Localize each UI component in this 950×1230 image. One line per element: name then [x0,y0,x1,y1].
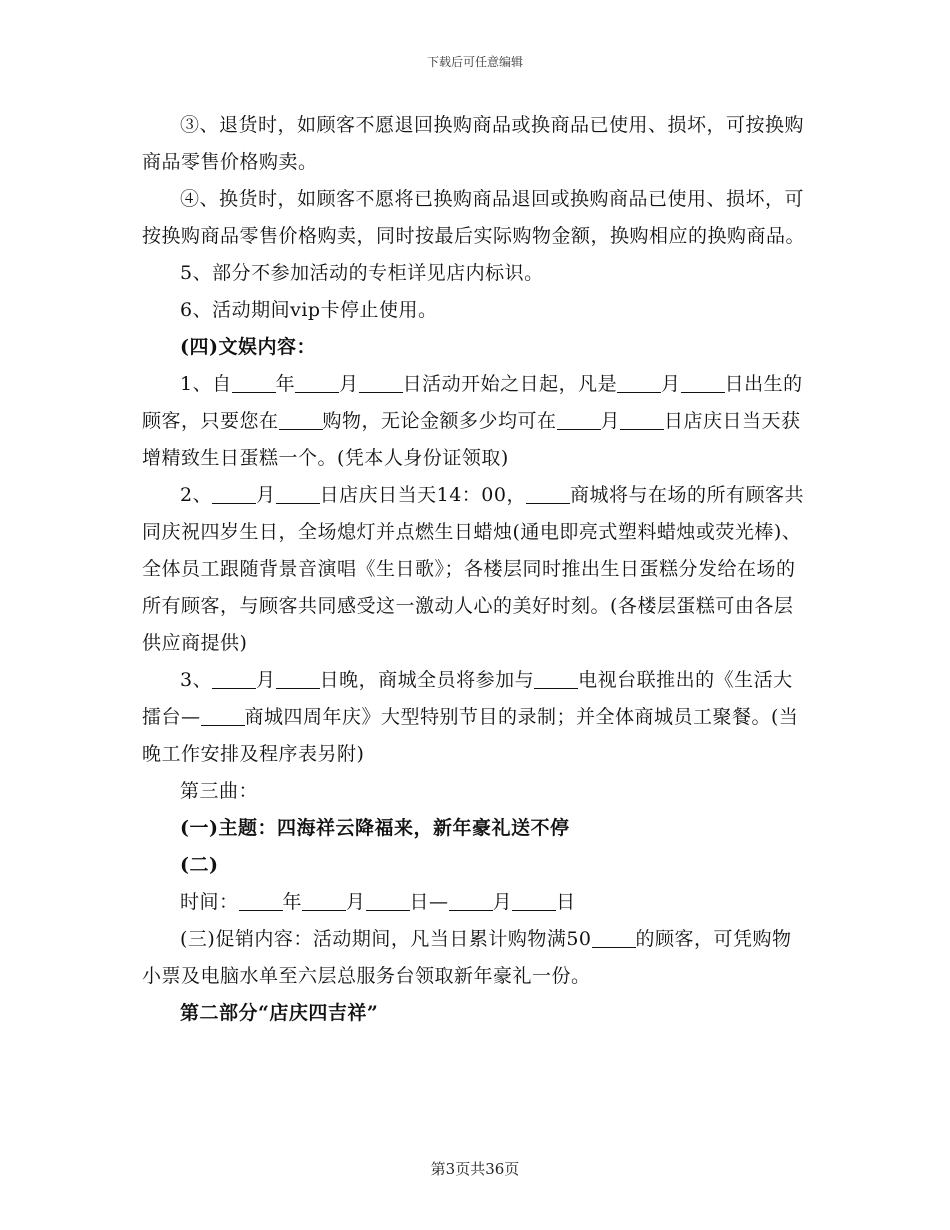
fill-in-blank [276,669,320,689]
paragraph-text: 第二部分“店庆四吉祥” [180,1002,379,1024]
paragraph-text: 购物，无论金额多少均可在 [322,410,557,432]
fill-in-blank [449,891,493,911]
paragraph-text: 月 [600,410,621,432]
page-header: 下载后可任意编辑 [426,55,523,69]
paragraph [142,995,810,1032]
fill-in-blank [681,373,725,393]
paragraph-text: 商城四周年庆》大型特别节目的录制；并全体商城员工聚餐。(当晚工作安排及程序表另附) [142,706,799,765]
fill-in-blank [212,484,256,504]
paragraph [142,255,810,292]
paragraph-text: 日店庆日当天14：00， [319,484,526,506]
paragraph-text: (二) [180,854,219,876]
paragraph-text: 的顾客，可凭购物小票及电脑水单至六层总服务台领取新年豪礼一份。 [142,928,792,987]
fill-in-blank [620,410,664,430]
paragraph-text: (四)文娱内容： [180,336,316,358]
fill-in-blank [359,373,403,393]
paragraph [142,477,810,662]
paragraph-text: 日 [556,891,576,913]
fill-in-blank [295,373,339,393]
paragraph-text: ④、换货时，如顾客不愿将已换购商品退回或换购商品已使用、损坏，可按换购商品零售价格购卖，同时按最后实际购物金额，换购相应的换购商品。 [142,188,806,247]
paragraph-text: 第三曲： [180,780,259,802]
paragraph-text: ③、退货时，如顾客不愿退回换购商品或换商品已使用、损坏，可按换购商品零售价格购卖。 [142,114,805,173]
paragraph [142,884,810,921]
page-footer: 第3页共36页 [430,1160,520,1178]
paragraph-text: 日晚，商城全员将参加与 [319,669,535,691]
paragraph-text: 月 [346,891,366,913]
paragraph [142,292,810,329]
fill-in-blank [279,410,323,430]
paragraph-text: 日活动开始之日起，凡是 [402,373,618,395]
paragraph-text: 年 [275,373,296,395]
paragraph [142,366,810,477]
paragraph-text: 月 [661,373,681,395]
paragraph-text: 月 [256,669,276,691]
fill-in-blank [592,928,636,948]
paragraph-text: 商城将与在场的所有顾客共同庆祝四岁生日，全场熄灯并点燃生日蜡烛(通电即亮式塑料蜡烛或荧光棒)、全体员工跟随背景音演唱《生日歌》；各楼层同时推出生日蛋糕分发给在场的所有顾客，与顾客共同感受这一激动人心的美好时刻。(各楼层蛋糕可由各层供应商提供) [142,484,804,654]
paragraph-text: 月 [256,484,276,506]
paragraph-text: 日— [409,891,449,913]
paragraph [142,773,810,810]
fill-in-blank [366,891,410,911]
paragraph-text: 6、活动期间vip卡停止使用。 [180,299,438,321]
fill-in-blank [302,891,346,911]
fill-in-blank [276,484,320,504]
fill-in-blank [557,410,601,430]
fill-in-blank [212,669,256,689]
paragraph-text: 日出生的顾客，只要您在 [142,373,803,432]
fill-in-blank [201,706,245,726]
paragraph-text: 1、自 [180,373,232,395]
paragraph-text: 5、部分不参加活动的专柜详见店内标识。 [180,262,544,284]
paragraph [142,107,810,181]
paragraph [142,181,810,255]
fill-in-blank [232,373,276,393]
paragraph [142,921,810,995]
paragraph [142,810,810,847]
fill-in-blank [239,891,283,911]
paragraph [142,847,810,884]
paragraph-text: (三)促销内容：活动期间，凡当日累计购物满50 [180,928,592,950]
paragraph-text: 电视台联推出的《生活大擂台— [142,669,793,728]
paragraph-text: 日店庆日当天获增精致生日蛋糕一个。(凭本人身份证领取) [142,410,801,469]
fill-in-blank [617,373,661,393]
fill-in-blank [526,484,570,504]
paragraph-text: 月 [492,891,513,913]
fill-in-blank [534,669,578,689]
document-body [142,107,810,1032]
paragraph-text: (一)主题：四海祥云降福来，新年豪礼送不停 [180,817,570,839]
paragraph-text: 年 [282,891,303,913]
paragraph [142,662,810,773]
paragraph-text: 2、 [180,484,213,506]
paragraph-text: 月 [339,373,359,395]
paragraph [142,329,810,366]
paragraph-text: 时间： [180,891,239,913]
paragraph-text: 3、 [180,669,213,691]
fill-in-blank [512,891,556,911]
